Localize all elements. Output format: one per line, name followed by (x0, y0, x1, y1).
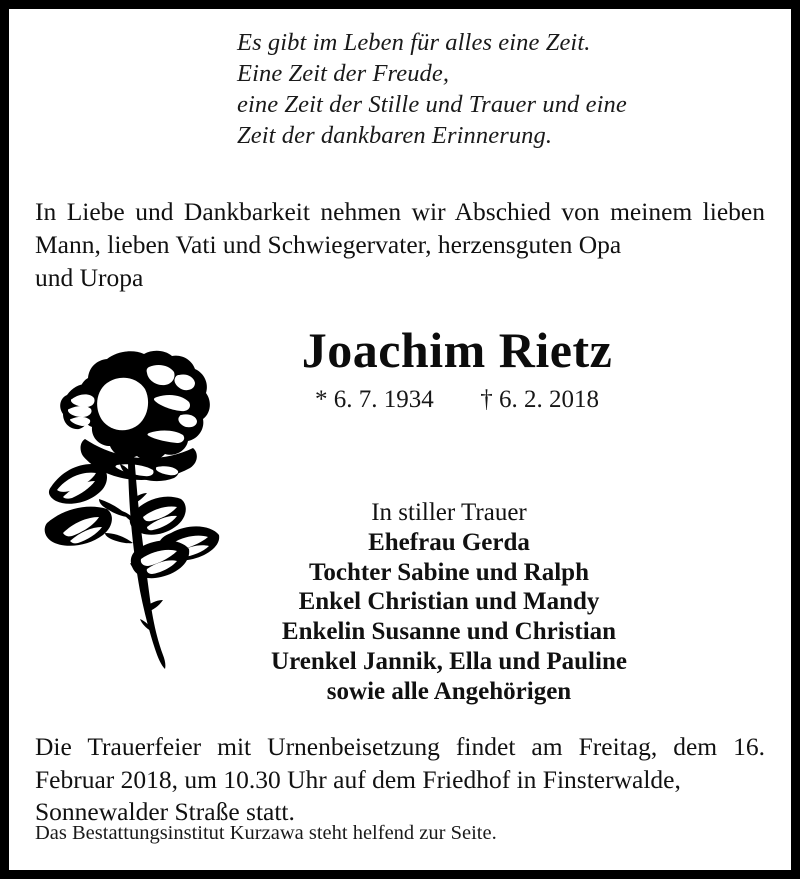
rose-icon (41, 347, 221, 677)
birth-symbol: * (315, 386, 328, 413)
poem-line-2: Eine Zeit der Freude, (237, 60, 450, 87)
farewell-statement-last-line: und Uropa (35, 263, 144, 292)
mourner-line-6: sowie alle Angehörigen (326, 677, 572, 705)
poem-line-4: Zeit der dankbaren Erinnerung. (237, 122, 553, 149)
death-symbol: † (480, 386, 493, 413)
birth-date: 6. 7. 1934 (333, 386, 434, 413)
mourners-list (239, 498, 659, 707)
ceremony-last-line: Sonnewalder Straße statt. (35, 797, 295, 826)
page-title: Joachim Rietz (301, 322, 613, 378)
deceased-name-block (209, 321, 705, 415)
notice-content (9, 9, 791, 870)
ceremony-details (35, 731, 765, 829)
life-dates (209, 385, 705, 415)
ceremony-text: Die Trauerfeier mit Urnenbeisetzung findet am Freitag, dem 16. Februar 2018, um 10.30 Uhr auf dem Friedhof in Finsterwalde, (35, 732, 765, 794)
mourner-line-5: Urenkel Jannik, Ella und Pauline (271, 647, 627, 675)
notice-inner-frame (9, 9, 791, 870)
funeral-home-note: Das Bestattungsinstitut Kurzawa steht helfend zur Seite. (35, 822, 497, 844)
mourner-line-4: Enkelin Susanne und Christian (281, 618, 617, 646)
mourners-heading: In stiller Trauer (371, 499, 527, 526)
farewell-statement (35, 195, 765, 294)
poem-line-1: Es gibt im Leben für alles eine Zeit. (237, 29, 591, 56)
poem-line-3: eine Zeit der Stille und Trauer und eine (237, 91, 627, 118)
death-date: 6. 2. 2018 (499, 386, 599, 413)
memorial-poem (237, 27, 757, 151)
mourner-line-1: Ehefrau Gerda (368, 528, 530, 556)
farewell-statement-text: In Liebe und Dankbarkeit nehmen wir Abschied von meinem lieben Mann, lieben Vati und Schwiegervater, herzensguten Opa (35, 197, 765, 259)
mourner-line-2: Tochter Sabine und Ralph (309, 558, 589, 586)
mourner-line-3: Enkel Christian und Mandy (298, 588, 600, 616)
